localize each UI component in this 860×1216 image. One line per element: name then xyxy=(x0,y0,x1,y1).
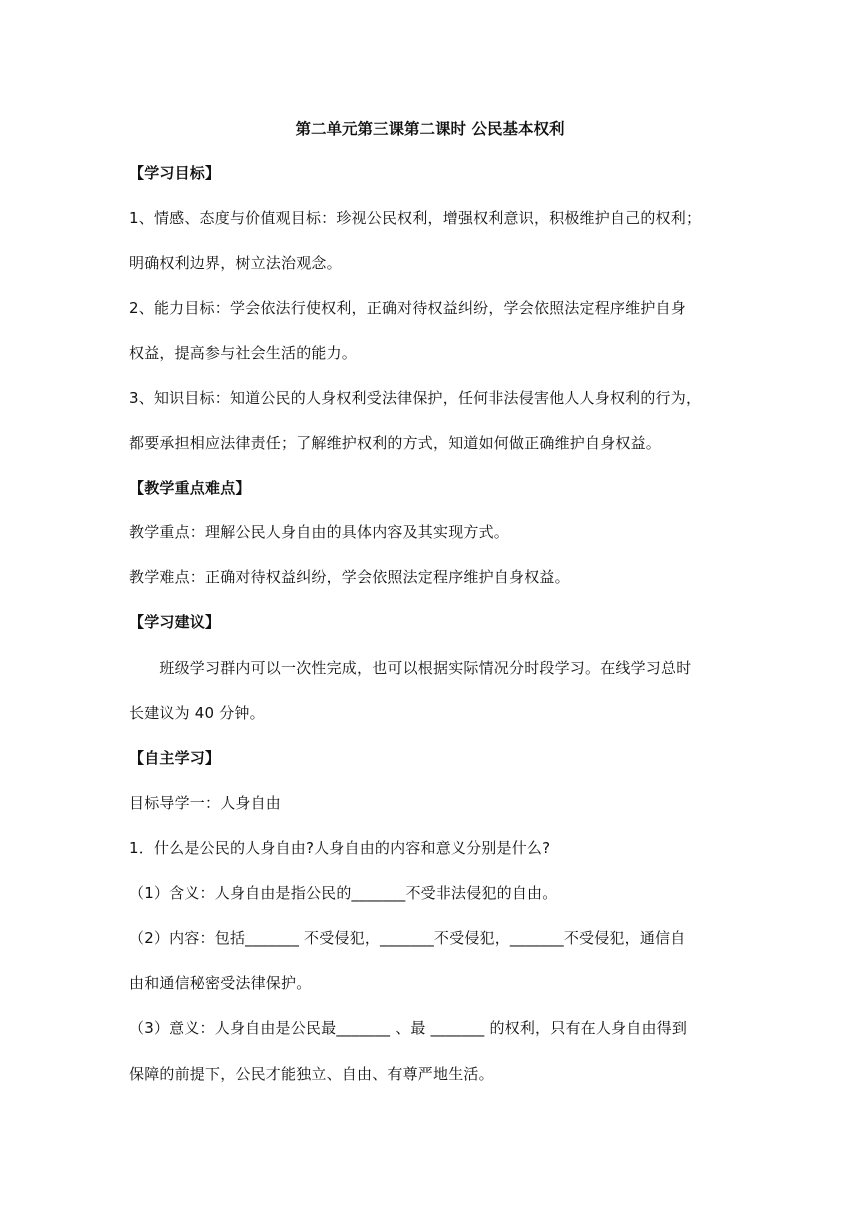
objective-1-line-1: 1、情感、态度与价值观目标：珍视公民权利，增强权利意识，积极维护自己的权利； xyxy=(129,209,702,227)
answer-1-meaning-line-1: （3）意义：人身自由是公民最_______ 、最 _______ 的权利，只有在人身自由得到 xyxy=(129,1019,688,1037)
advice-line-2: 长建议为 40 分钟。 xyxy=(129,704,265,722)
objective-3-line-1: 3、知识目标：知道公民的人身权利受法律保护，任何非法侵害他人人身权利的行为， xyxy=(129,389,702,407)
goal-1-title: 目标导学一：人身自由 xyxy=(129,794,282,812)
difficult-point-text: 教学难点：正确对待权益纠纷，学会依照法定程序维护自身权益。 xyxy=(129,568,570,586)
objective-2-line-1: 2、能力目标：学会依法行使权利，正确对待权益纠纷，学会依照法定程序维护自身 xyxy=(129,299,686,317)
answer-1-definition: （1）含义：人身自由是指公民的_______不受非法侵犯的自由。 xyxy=(129,884,558,902)
page-title: 第二单元第三课第二课时 公民基本权利 xyxy=(295,120,565,138)
objectives-heading: 【学习目标】 xyxy=(129,164,221,182)
answer-1-content-line-2: 由和通信秘密受法律保护。 xyxy=(129,974,312,992)
advice-heading: 【学习建议】 xyxy=(129,613,221,631)
answer-1-content-line-1: （2）内容：包括_______ 不受侵犯，_______不受侵犯，_______不受侵犯，通信自 xyxy=(129,929,686,947)
answer-1-meaning-line-2: 保障的前提下，公民才能独立、自由、有尊严地生活。 xyxy=(129,1065,494,1083)
objective-3-line-2: 都要承担相应法律责任；了解维护权利的方式，知道如何做正确维护自身权益。 xyxy=(129,434,662,452)
key-points-heading: 【教学重点难点】 xyxy=(129,479,251,497)
question-1: 1．什么是公民的人身自由?人身自由的内容和意义分别是什么? xyxy=(129,839,551,857)
self-study-heading: 【自主学习】 xyxy=(129,749,221,767)
objective-2-line-2: 权益，提高参与社会生活的能力。 xyxy=(129,344,358,362)
objective-1-line-2: 明确权利边界，树立法治观念。 xyxy=(129,254,342,272)
key-point-text: 教学重点：理解公民人身自由的具体内容及其实现方式。 xyxy=(129,523,510,541)
advice-line-1: 班级学习群内可以一次性完成，也可以根据实际情况分时段学习。在线学习总时 xyxy=(129,659,692,677)
